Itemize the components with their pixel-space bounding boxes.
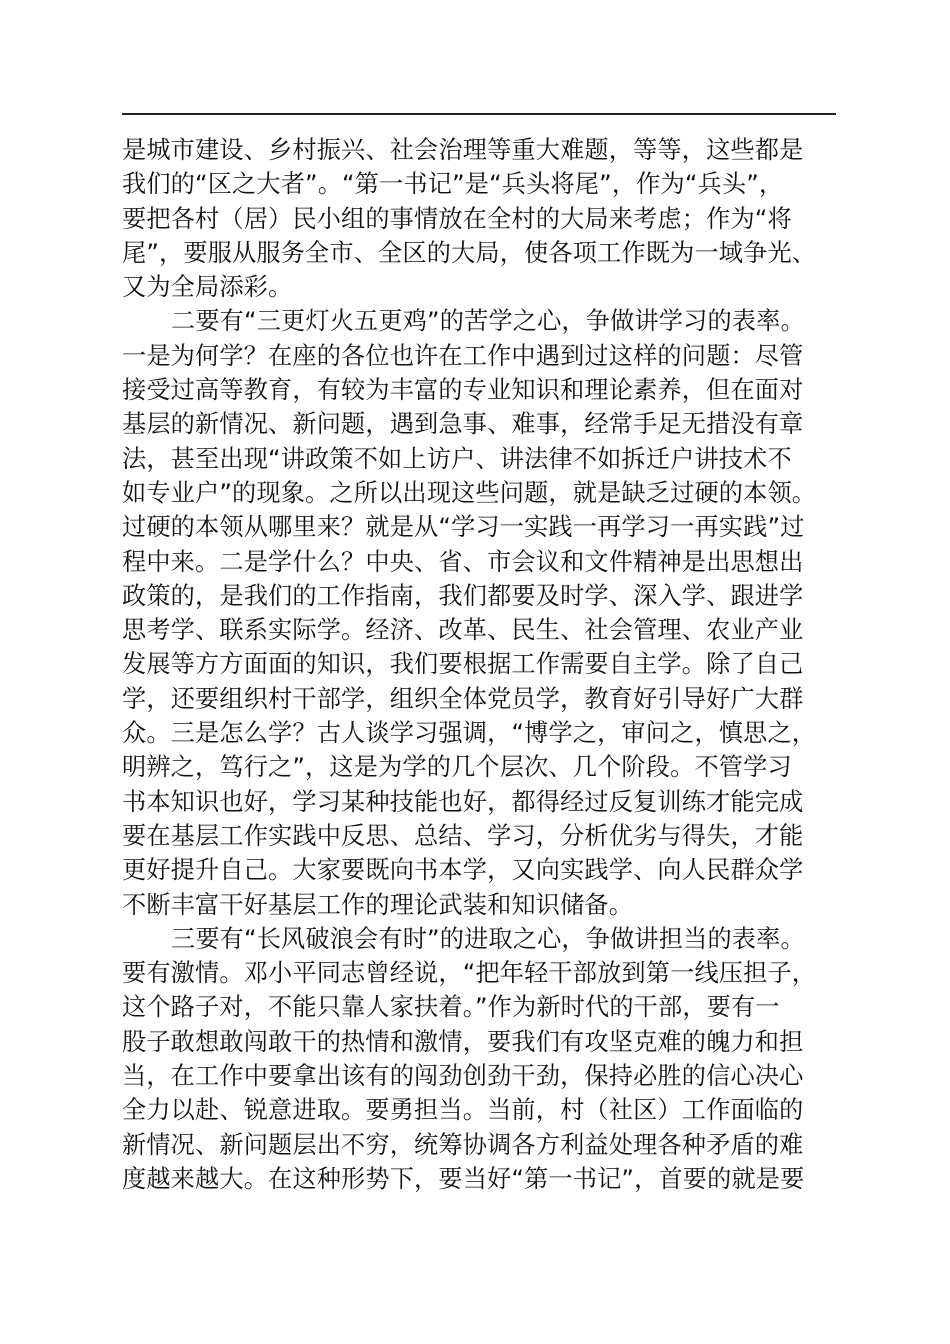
text-line: 当，在工作中要拿出该有的闯劲创劲干劲，保持必胜的信心决心 (122, 1062, 804, 1091)
text-line: 又为全局添彩。 (122, 273, 293, 302)
text-line: 思考学、联系实际学。经济、改革、民生、社会管理、农业产业 (122, 616, 804, 645)
body-text (122, 133, 862, 1196)
text-line: 要有激情。邓小平同志曾经说，“把年轻干部放到第一线压担子， (122, 959, 817, 988)
text-line: 接受过高等教育，有较为丰富的专业知识和理论素养，但在面对 (122, 376, 804, 405)
text-line: 要在基层工作实践中反思、总结、学习，分析优劣与得失，才能 (122, 821, 804, 850)
text-line: 一是为何学？在座的各位也许在工作中遇到过这样的问题：尽管 (122, 341, 804, 370)
text-line: 我们的“区之大者”。“第一书记”是“兵头将尾”，作为“兵头”， (122, 170, 784, 199)
text-line: 度越来越大。在这种形势下，要当好“第一书记”，首要的就是要 (122, 1164, 805, 1193)
text-line: 政策的，是我们的工作指南，我们都要及时学、深入学、跟进学 (122, 581, 804, 610)
text-line: 全力以赴、锐意进取。要勇担当。当前，村（社区）工作面临的 (122, 1096, 804, 1125)
text-line: 过硬的本领从哪里来？就是从“学习一实践一再学习一再实践”过 (122, 513, 805, 542)
text-line: 新情况、新问题层出不穷，统筹协调各方利益处理各种矛盾的难 (122, 1130, 804, 1159)
text-line: 这个路子对，不能只靠人家扶着。”作为新时代的干部，要有一 (122, 993, 780, 1022)
text-line: 法，甚至出现“讲政策不如上访户、讲法律不如拆迁户讲技术不 (122, 444, 792, 473)
text-line: 要把各村（居）民小组的事情放在全村的大局来考虑；作为“将 (122, 204, 792, 233)
text-line: 书本知识也好，学习某种技能也好，都得经过反复训练才能完成 (122, 787, 804, 816)
paragraph-first-line: 三要有“长风破浪会有时”的进取之心，争做讲担当的表率。 (171, 924, 805, 953)
text-line: 程中来。二是学什么？中央、省、市会议和文件精神是出思想出 (122, 547, 804, 576)
header-rule (122, 113, 836, 115)
text-line: 尾”，要服从服务全市、全区的大局，使各项工作既为一域争光、 (122, 238, 817, 267)
text-line: 如专业户”的现象。之所以出现这些问题，就是缺乏过硬的本领。 (122, 478, 817, 507)
text-line: 更好提升自己。大家要既向书本学，又向实践学、向人民群众学 (122, 856, 804, 885)
paragraph-first-line: 二要有“三更灯火五更鸡”的苦学之心，争做讲学习的表率。 (171, 307, 805, 336)
text-line: 学，还要组织村干部学，组织全体党员学，教育好引导好广大群 (122, 684, 804, 713)
text-line: 明辨之，笃行之”，这是为学的几个层次、几个阶段。不管学习 (122, 753, 792, 782)
text-line: 不断丰富干好基层工作的理论武装和知识储备。 (122, 890, 634, 919)
text-line: 股子敢想敢闯敢干的热情和激情，要我们有攻坚克难的魄力和担 (122, 1027, 804, 1056)
text-line: 发展等方方面面的知识，我们要根据工作需要自主学。除了自己 (122, 650, 804, 679)
text-line: 基层的新情况、新问题，遇到急事、难事，经常手足无措没有章 (122, 410, 804, 439)
text-line: 是城市建设、乡村振兴、社会治理等重大难题，等等，这些都是 (122, 136, 804, 164)
text-line: 众。三是怎么学？古人谈学习强调，“博学之，审问之，慎思之， (122, 719, 817, 748)
